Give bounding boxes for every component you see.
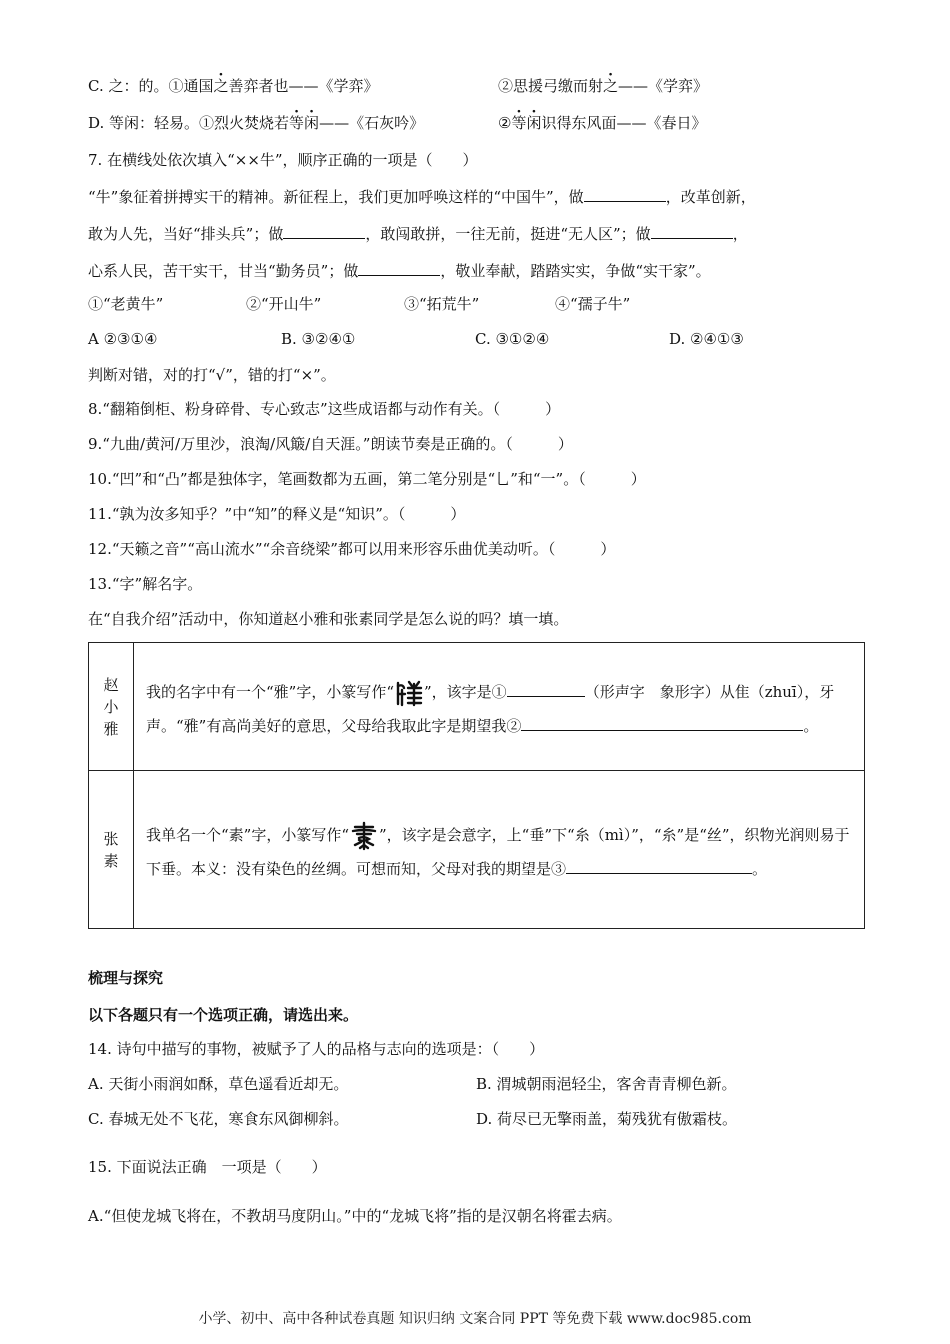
table-row-zhao xyxy=(89,643,865,771)
judge-q9: 9.“九曲/黄河/万里沙，浪淘/风簸/自天涯。”朗读节奏是正确的。（ ） xyxy=(88,435,573,453)
q6-option-c-right: ②思援弓缴而射之——《学弈》 xyxy=(498,77,709,95)
q14-option-d[interactable]: D. 荷尽已无擎雨盖，菊残犹有傲霜枝。 xyxy=(476,1110,738,1128)
judge-q11: 11.“孰为汝多知乎？”中“知”的释义是“知识”。（ ） xyxy=(88,505,466,523)
q15-stem: 15. 下面说法正确 一项是（ ） xyxy=(88,1158,327,1176)
q7-blank-4[interactable] xyxy=(358,260,440,276)
section-title: 梳理与探究 xyxy=(88,969,164,987)
q14-option-c[interactable]: C. 春城无处不飞花，寒食东风御柳斜。 xyxy=(88,1110,349,1128)
q7-blank-3[interactable] xyxy=(651,223,733,239)
self-intro-table xyxy=(88,642,865,929)
seal-script-ya-image xyxy=(394,678,424,708)
name-cell-zhaoxiaoya: 赵 小 雅 xyxy=(89,643,134,771)
q7-paragraph-line2: 敢为人先，当好“排头兵”；做 ，敢闯敢拼，一往无前，挺进“无人区”；做 ， xyxy=(88,225,748,243)
name-cell-zhangsu: 张 素 xyxy=(89,771,134,929)
q7-blank-2[interactable] xyxy=(283,223,365,239)
q7-item-4: ④“孺子牛” xyxy=(555,295,631,313)
q15-option-a[interactable]: A.“但使龙城飞将在，不教胡马度阴山。”中的“龙城飞将”指的是汉朝名将霍去病。 xyxy=(88,1207,622,1225)
q13-blank-1[interactable] xyxy=(507,681,585,697)
q6-option-d-right: ②等闲识得东风面——《春日》 xyxy=(498,114,707,132)
q14-stem: 14. 诗句中描写的事物，被赋予了人的品格与志向的选项是：（ ） xyxy=(88,1040,545,1058)
q14-option-a[interactable]: A. 天街小雨润如酥，草色遥看近却无。 xyxy=(88,1075,349,1093)
q7-stem: 7. 在横线处依次填入“××牛”，顺序正确的一项是（ ） xyxy=(88,151,478,169)
page-footer: 小学、初中、高中各种试卷真题 知识归纳 文案合同 PPT 等免费下载 www.doc985.com xyxy=(198,1311,752,1327)
judge-q10: 10.“凹”和“凸”都是独体字，笔画数都为五画，第二笔分别是“乚”和“一”。（ ） xyxy=(88,470,646,488)
q7-paragraph-line1: “牛”象征着拼搏实干的精神。新征程上，我们更加呼唤这样的“中国牛”，做 ，改革创新， xyxy=(88,188,756,206)
q14-option-b[interactable]: B. 渭城朝雨浥轻尘，客舍青青柳色新。 xyxy=(476,1075,737,1093)
q7-item-3: ③“拓荒牛” xyxy=(404,295,480,313)
table-row-zhang xyxy=(89,771,865,929)
judge-intro: 判断对错，对的打“√”，错的打“×”。 xyxy=(88,366,336,384)
q7-item-1: ①“老黄牛” xyxy=(88,295,164,313)
q13-intro: 在“自我介绍”活动中，你知道赵小雅和张素同学是怎么说的吗？填一填。 xyxy=(88,610,569,628)
q7-choice-a[interactable]: A ②③①④ xyxy=(88,330,158,348)
q13-blank-2[interactable] xyxy=(521,715,803,731)
q7-item-2: ②“开山牛” xyxy=(246,295,322,313)
seal-script-su-image xyxy=(349,821,379,851)
judge-q12: 12.“天籁之音”“高山流水”“余音绕梁”都可以用来形容乐曲优美动听。（ ） xyxy=(88,540,616,558)
q7-paragraph-line3: 心系人民，苦干实干，甘当“勤务员”；做 ，敬业奉献，踏踏实实，争做“实干家”。 xyxy=(88,262,711,280)
q7-blank-1[interactable] xyxy=(584,186,666,202)
content-cell-zhangsu: 我单名一个“素”字，小篆写作“ ”，该字是会意字，上“垂”下“糸（mì）”，“糸”是“丝”，织物光润则易于下垂。本义：没有染色的丝绸。可想而知，父母对我的期望是③ 。 xyxy=(134,771,865,929)
q7-choice-b[interactable]: B. ③②④① xyxy=(281,330,356,348)
section-instruction: 以下各题只有一个选项正确，请选出来。 xyxy=(88,1006,359,1024)
q6-option-c-left: C. 之：的。①通国之善弈者也——《学弈》 xyxy=(88,77,379,95)
content-cell-zhaoxiaoya: 我的名字中有一个“雅”字，小篆写作“ ”，该字是① （形声字 象形字）从隹（zhuī），牙声。“雅”有高尚美好的意思，父母给我取此字是期望我② 。 xyxy=(134,643,865,771)
q6-option-d-left: D. 等闲：轻易。①烈火焚烧若等闲——《石灰吟》 xyxy=(88,114,425,132)
q13-blank-3[interactable] xyxy=(566,858,752,874)
q7-choice-c[interactable]: C. ③①②④ xyxy=(475,330,550,348)
q7-choice-d[interactable]: D. ②④①③ xyxy=(669,330,744,348)
q13-stem: 13.“字”解名字。 xyxy=(88,575,203,593)
judge-q8: 8.“翻箱倒柜、粉身碎骨、专心致志”这些成语都与动作有关。（ ） xyxy=(88,400,561,418)
